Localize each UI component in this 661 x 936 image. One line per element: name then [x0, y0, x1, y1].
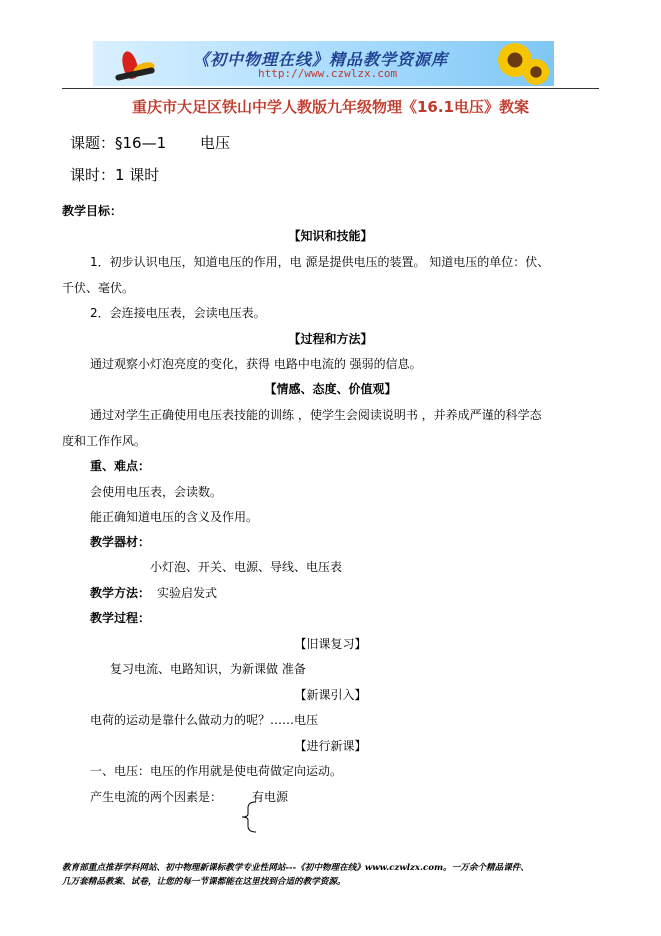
goals-heading: 教学目标：	[62, 204, 123, 218]
emotion-text-cont: 度和工作作风。	[62, 434, 147, 448]
banner-title: 《初中物理在线》精品教学资源库	[193, 50, 449, 69]
section-1-text: 一、电压：电压的作用就是使电荷做定向运动。	[90, 764, 343, 778]
brace-icon	[236, 800, 260, 834]
header-banner	[93, 41, 554, 86]
equipment-heading: 教学器材：	[90, 535, 151, 549]
method-text: 实验启发式	[157, 586, 218, 600]
topic-label: 课题：§16—1	[70, 134, 167, 152]
topic-name: 电压	[200, 134, 231, 152]
key-point-2: 能正确知道电压的含义及作用。	[90, 510, 259, 524]
process-method-heading: 【过程和方法】	[288, 332, 373, 346]
knowledge-heading: 【知识和技能】	[288, 229, 373, 243]
banner-url: http://www.czwlzx.com	[258, 67, 398, 80]
footer-line-2: 几万套精品教案、试卷，让您的每一节课都能在这里找到合适的教学资源。	[62, 877, 346, 887]
key-point-1: 会使用电压表，会读数。	[90, 485, 223, 499]
review-heading: 【旧课复习】	[294, 637, 367, 651]
equipment-text: 小灯泡、开关、电源、导线、电压表	[150, 560, 343, 574]
period-label: 课时：1 课时	[70, 166, 160, 184]
emotion-text: 通过对学生正确使用电压表技能的训练 ，使学生会阅读说明书 ，并养成严谨的科学态	[90, 408, 542, 422]
factor-1: 有电源	[252, 790, 289, 804]
sunflower-icon	[523, 59, 549, 85]
key-points-heading: 重、难点：	[90, 459, 151, 473]
knowledge-item-1-cont: 千伏、毫伏。	[62, 281, 135, 295]
process-method-text: 通过观察小灯泡亮度的变化，获得 电路中电流的 强弱的信息。	[90, 357, 422, 371]
review-text: 复习电流、电路知识，为新课做 准备	[110, 662, 306, 676]
intro-heading: 【新课引入】	[294, 688, 367, 702]
factors-label: 产生电流的两个因素是：	[90, 790, 223, 804]
knowledge-item-1: 1．初步认识电压，知道电压的作用，电 源是提供电压的装置。 知道电压的单位：伏、	[90, 255, 550, 269]
page-footer	[62, 861, 602, 889]
document-title: 重庆市大足区铁山中学人教版九年级物理《16.1电压》教案	[131, 98, 529, 116]
header-divider	[62, 88, 599, 89]
method-heading: 教学方法：	[90, 586, 151, 600]
process-heading: 教学过程：	[90, 611, 151, 625]
intro-text: 电荷的运动是靠什么做动力的呢？……电压	[90, 713, 319, 727]
knowledge-item-2: 2．会连接电压表，会读电压表。	[90, 306, 266, 320]
new-lesson-heading: 【进行新课】	[294, 739, 367, 753]
footer-line-1: 教育部重点推荐学科网站、初中物理新课标教学专业性网站---《初中物理在线》www.czwlzx.com。一万余个精品课件、	[62, 863, 529, 873]
emotion-heading: 【情感、态度、价值观】	[264, 382, 397, 396]
